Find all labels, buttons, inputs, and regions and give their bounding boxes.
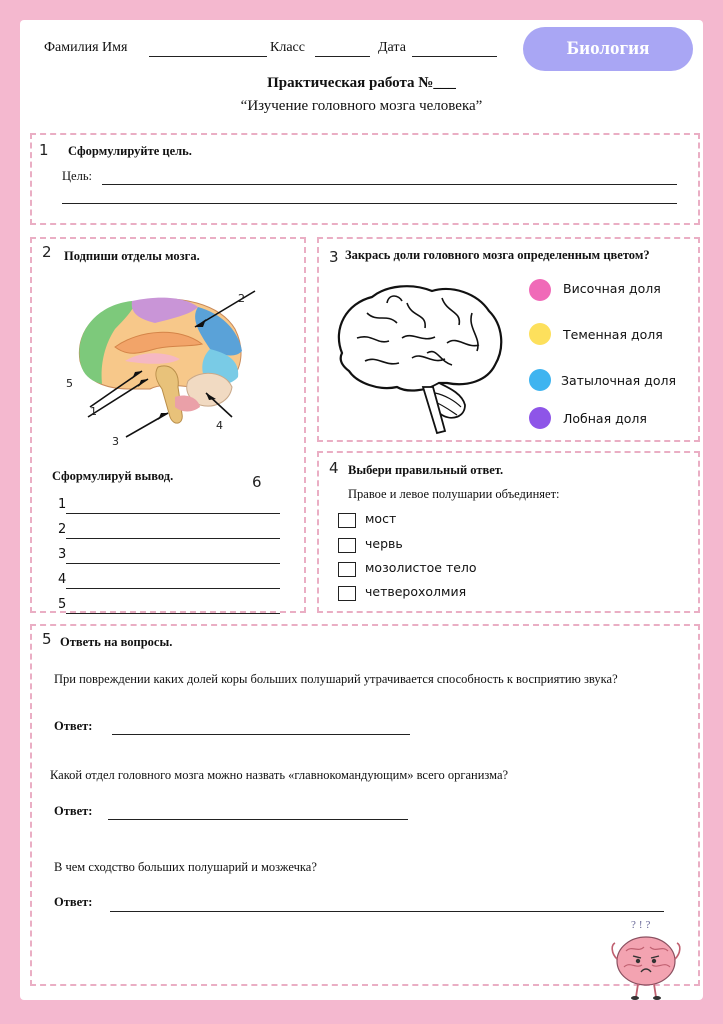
mascot-marks: ?!? bbox=[631, 919, 654, 931]
lobe-color-swatch[interactable] bbox=[529, 369, 551, 391]
section-title: Ответь на вопросы. bbox=[60, 635, 173, 649]
goal-line[interactable] bbox=[62, 203, 677, 204]
question-text: При повреждении каких долей коры больших полушарий утрачивается способность к восприятию звука? bbox=[54, 672, 618, 686]
conclusion-number: 6 bbox=[252, 473, 262, 491]
section-number: 5 bbox=[42, 630, 52, 648]
goal-label: Цель: bbox=[62, 169, 92, 183]
goal-line[interactable] bbox=[102, 184, 677, 185]
brain-section-illustration bbox=[70, 289, 270, 449]
answer-checkbox[interactable] bbox=[338, 586, 356, 601]
section-number: 1 bbox=[39, 141, 49, 159]
brain-label: 3 bbox=[112, 435, 119, 448]
question-text: Какой отдел головного мозга можно назвать «главнокомандующим» всего организма? bbox=[50, 768, 509, 782]
class-field[interactable] bbox=[315, 56, 370, 57]
brain-outline-illustration bbox=[327, 283, 507, 443]
section-title: Сформулируйте цель. bbox=[68, 144, 192, 158]
lobe-color-swatch[interactable] bbox=[529, 407, 551, 429]
section-number: 2 bbox=[42, 243, 52, 261]
lobe-color-swatch[interactable] bbox=[529, 279, 551, 301]
section-title: Выбери правильный ответ. bbox=[348, 463, 504, 477]
answer-line[interactable] bbox=[108, 819, 408, 820]
answer-option: мост bbox=[365, 511, 397, 526]
conclusion-line[interactable]: 3 bbox=[58, 545, 280, 570]
worksheet bbox=[20, 20, 703, 1000]
section-choose-answer bbox=[317, 451, 700, 613]
brain-mascot-icon bbox=[606, 925, 686, 1003]
answer-option: четверохолмия bbox=[365, 584, 467, 599]
section-number: 3 bbox=[329, 248, 339, 266]
answer-label: Ответ: bbox=[54, 719, 93, 733]
surname-label: Фамилия Имя bbox=[44, 40, 128, 55]
lobe-label: Височная доля bbox=[563, 281, 661, 296]
conclusion-line[interactable]: 4 bbox=[58, 570, 280, 595]
answer-checkbox[interactable] bbox=[338, 562, 356, 577]
answer-label: Ответ: bbox=[54, 804, 93, 818]
page-subtitle: “Изучение головного мозга человека” bbox=[240, 98, 483, 114]
section-brain-parts bbox=[30, 237, 306, 613]
question-text: Правое и левое полушарии объединяет: bbox=[348, 487, 560, 501]
answer-label: Ответ: bbox=[54, 895, 93, 909]
lobe-label: Лобная доля bbox=[563, 411, 647, 426]
answer-checkbox[interactable] bbox=[338, 513, 356, 528]
date-field[interactable] bbox=[412, 56, 497, 57]
section-brain-lobes bbox=[317, 237, 700, 442]
answer-checkbox[interactable] bbox=[338, 538, 356, 553]
conclusion-title: Сформулируй вывод. bbox=[52, 469, 174, 483]
section-questions bbox=[30, 624, 700, 986]
brain-label: 2 bbox=[238, 292, 245, 305]
surname-field[interactable] bbox=[149, 56, 267, 57]
section-title: Подпиши отделы мозга. bbox=[64, 249, 200, 263]
class-label: Класс bbox=[270, 40, 305, 55]
brain-label: 5 bbox=[66, 377, 73, 390]
page-title: Практическая работа №___ bbox=[267, 75, 456, 91]
answer-line[interactable] bbox=[110, 911, 664, 912]
lobe-label: Теменная доля bbox=[563, 327, 663, 342]
conclusion-line[interactable]: 2 bbox=[58, 520, 280, 545]
answer-line[interactable] bbox=[112, 734, 410, 735]
section-goal bbox=[30, 133, 700, 225]
conclusion-line[interactable]: 1 bbox=[58, 495, 280, 520]
answer-option: мозолистое тело bbox=[365, 560, 477, 575]
lobe-label: Затылочная доля bbox=[561, 373, 676, 388]
question-text: В чем сходство больших полушарий и мозжечка? bbox=[54, 860, 317, 874]
brain-label: 1 bbox=[90, 405, 97, 418]
lobe-color-swatch[interactable] bbox=[529, 323, 551, 345]
section-number: 4 bbox=[329, 459, 339, 477]
conclusion-line[interactable]: 5 bbox=[58, 595, 280, 620]
brain-label: 4 bbox=[216, 419, 223, 432]
date-label: Дата bbox=[378, 40, 406, 55]
answer-option: червь bbox=[365, 536, 403, 551]
subject-badge: Биология bbox=[523, 27, 693, 71]
section-title: Закрась доли головного мозга определенным цветом? bbox=[345, 248, 650, 262]
